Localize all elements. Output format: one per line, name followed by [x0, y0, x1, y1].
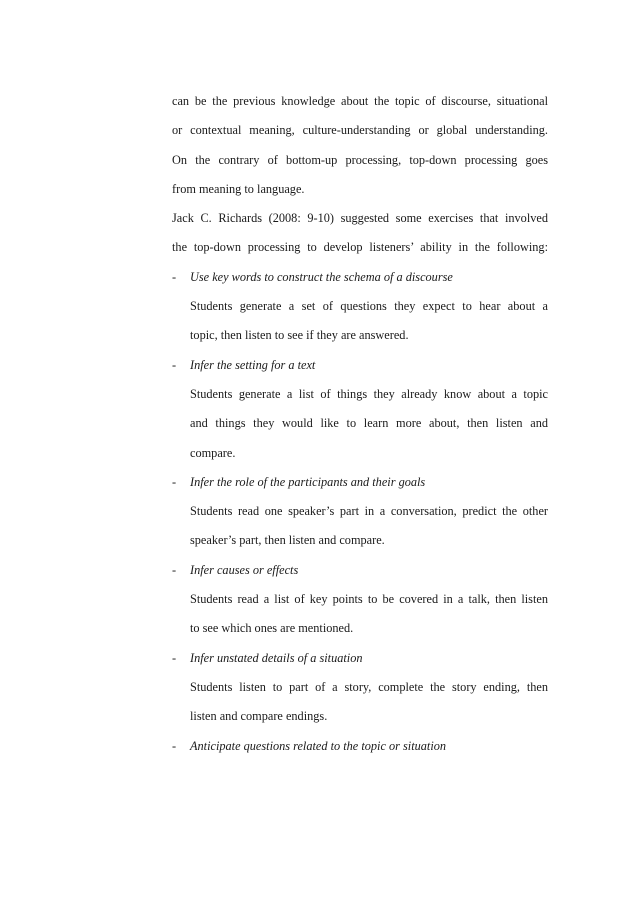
paragraph-top-down-definition [172, 87, 548, 204]
list-bullet: - [172, 562, 177, 577]
list-item-title: Use key words to construct the schema of a discourse [190, 269, 453, 284]
list-item-title: Anticipate questions related to the topic or situation [190, 738, 447, 753]
list-item [172, 732, 548, 761]
list-bullet: - [172, 650, 177, 665]
text-line: from meaning to language. [172, 181, 305, 196]
text-line: can be the previous knowledge about the topic of discourse, situational [172, 94, 548, 108]
text-line: Students generate a list of things they already know about a topic [190, 386, 548, 401]
list-item [172, 351, 548, 468]
list-bullet: - [172, 269, 177, 284]
text-line: speaker’s part, then listen and compare. [190, 533, 385, 548]
list-item-title: Infer the role of the participants and their goals [190, 474, 426, 489]
list-item [172, 468, 548, 556]
list-item-title: Infer causes or effects [190, 562, 299, 577]
list-item [172, 644, 548, 732]
text-line: and things they would like to learn more about, then listen and [190, 416, 548, 431]
list-item-title: Infer the setting for a text [190, 357, 316, 372]
text-line: compare. [190, 445, 236, 460]
list-bullet: - [172, 474, 177, 489]
list-bullet: - [172, 357, 177, 372]
text-line: Students read one speaker’s part in a conversation, predict the other [190, 504, 548, 519]
list-item-title: Infer unstated details of a situation [190, 650, 363, 665]
text-line: On the contrary of bottom-up processing, top-down processing goes [172, 152, 548, 167]
text-line: to see which ones are mentioned. [190, 621, 354, 636]
text-line: Students listen to part of a story, complete the story ending, then [190, 679, 548, 694]
list-bullet: - [172, 738, 177, 753]
text-line: the top-down processing to develop listeners’ ability in the following: [172, 240, 548, 255]
list-item [172, 556, 548, 644]
paragraph-richards-exercises [172, 204, 548, 263]
text-line: or contextual meaning, culture-understanding or global understanding. [172, 123, 548, 138]
text-line: Students read a list of key points to be covered in a talk, then listen [190, 592, 548, 607]
list-item [172, 263, 548, 351]
text-line: Jack C. Richards (2008: 9-10) suggested some exercises that involved [172, 211, 548, 226]
text-line: topic, then listen to see if they are answered. [190, 328, 409, 343]
text-line: Students generate a set of questions they expect to hear about a [190, 299, 548, 314]
exercise-list [172, 263, 548, 761]
text-line: listen and compare endings. [190, 709, 328, 724]
document-page [172, 87, 548, 761]
